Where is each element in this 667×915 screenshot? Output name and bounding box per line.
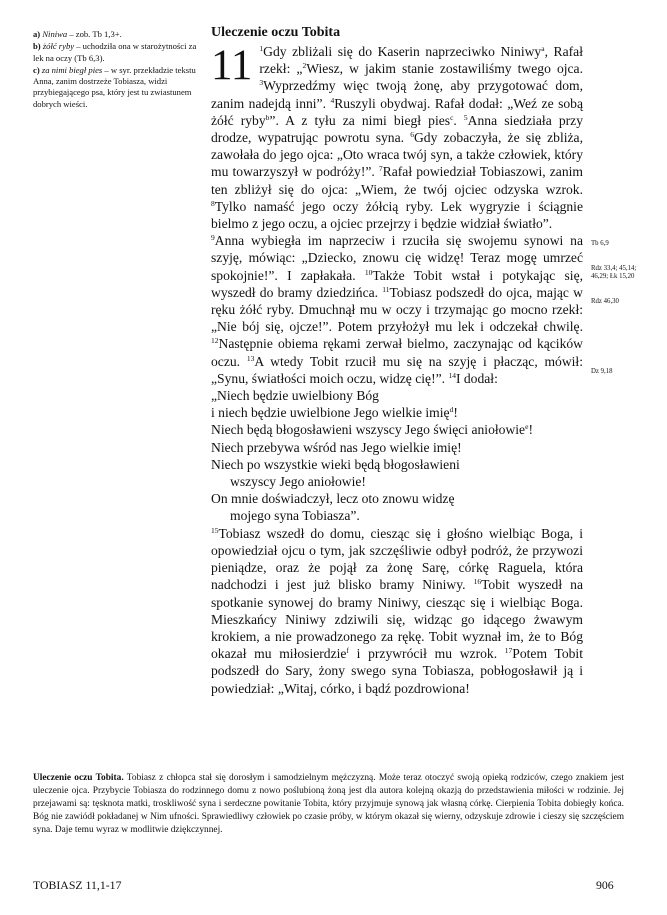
poem-line: On mnie doświadczył, lecz oto znowu widzę xyxy=(211,491,455,507)
verse-number: 3 xyxy=(259,78,264,88)
commentary-text: Tobiasz z chłopca stał się dorosłym i samodzielnym mężczyzną. Może teraz otoczyć swoją opieką rodziców, czego znakiem jest uleczenie ojca. Przybycie Tobiasza do rodzinnego domu z nowo poślubioną żoną jest dla autora kolejną okazją do przedstawienia miłości w rodzinie. Jej przejawami są: tęsknota matki, troskliwość syna i serdeczne powitanie Tobita, który przyjmuje synową jak własną córkę. Cierpienia Tobita dobiegły końca. Bóg nie zawiódł pokładanej w Nim ufności. Sprawiedliwy człowiek po czasie próby, w którym okazał się wierny, odzyskuje zdrowie i cieszy się szczęściem syna. Daje temu wyraz w modlitwie dziękczynnej. xyxy=(33,773,624,836)
verse-number: 12 xyxy=(211,336,219,346)
verse-number: 8 xyxy=(211,198,215,208)
verse-text: Potem Tobit podszedł do Sary, żony swego syna Tobiasza, pobłogosławił ją i powiedział: „Witaj, córko, i bądź pozdrowiona! xyxy=(211,646,583,696)
verse-text: I dodał: xyxy=(455,370,498,386)
verse-text: Tobiasz wszedł do domu, ciesząc się i głośno wielbiąc Boga, i opowiedział ojcu o tym, jak szczęśliwie odbył podróż, że przywozi pieniądze, oraz że pojął za żonę Sarę, córkę Raguela, która nadchodzi i jest już blisko bramy Niniwy. xyxy=(211,525,583,593)
cross-reference: Tb 6,9 xyxy=(591,240,609,247)
page-number: 906 xyxy=(596,878,614,892)
chapter-number: 11 xyxy=(211,42,253,89)
section-title: Uleczenie oczu Tobita xyxy=(211,25,341,40)
prayer-poem xyxy=(211,387,583,525)
poem-line: Niech będą błogosławieni wszyscy Jego święci aniołowie$^e$! xyxy=(211,422,533,438)
verse-number: 7 xyxy=(378,164,383,174)
cross-reference: Dz 9,18 xyxy=(591,368,613,375)
verse-number: 13 xyxy=(246,353,255,363)
footnote-marker: a xyxy=(541,44,545,53)
verse-text: Rafał powiedział Tobiaszowi, zanim ten zbliżył się do ojca: „Wiem, że twój ojciec odzyska wzrok. xyxy=(211,164,583,197)
verse-text: , Rafał rzekł: „ xyxy=(259,44,583,77)
footnote-a: a) Niniwa – zob. Tb 1,3+. xyxy=(33,29,122,39)
poem-line: „Niech będzie uwielbiony Bóg xyxy=(211,388,379,404)
footnotes xyxy=(33,29,203,111)
verse-number: 4 xyxy=(330,95,335,105)
verse-number: 5 xyxy=(463,112,468,122)
verse-text: . xyxy=(453,112,464,128)
paragraph-2 xyxy=(211,232,583,387)
commentary xyxy=(33,772,624,837)
paragraph-3 xyxy=(211,525,583,697)
verse-number: 11 xyxy=(382,284,390,294)
poem-line: mojego syna Tobiasza”. xyxy=(230,508,360,524)
poem-line: wszyscy Jego aniołowie! xyxy=(230,474,366,490)
verse-text: i przywrócił mu wzrok. xyxy=(348,646,505,662)
verse-text: Tylko namaść jego oczy żółcią ryby. Lek wygryzie i ściągnie bielmo z jego oczu, a ojciec przejrzy i będzie widział światło”. xyxy=(211,198,583,232)
verse-text: Tobit wyszedł na spotkanie synowej do bramy Niniwy, ciesząc się i wielbiąc Boga. Mieszkańcy Niniwy zdziwili się, widząc go idącego żwawym krokiem, a nie prowadzonego za rękę. Tobit wyznał im, że to Bóg okazał mu miłosierdzie xyxy=(211,577,583,662)
main-text xyxy=(211,24,583,697)
poem-line: i niech będzie uwielbione Jego wielkie imię$^d$! xyxy=(211,405,458,421)
footnote-c: c) za nimi biegł pies – w syr. przekładzie tekstu Anna, zanim dostrzeże Tobiasza, widzi przybiegającego psa, który jest tu zwiastunem dobrych wieści. xyxy=(33,64,196,109)
verse-number: 2 xyxy=(302,61,307,71)
footnote-marker: c xyxy=(450,112,454,122)
verse-number: 14 xyxy=(448,370,456,380)
verse-text: Anna siedziała przy drodze, wypatrując powrotu syna. xyxy=(211,112,583,146)
footnote-b: b) żółć ryby – uchodziła ona w starożytności za lek na oczy (Tb 6,3). xyxy=(33,41,197,63)
cross-reference: Rdz 33,4; 45,14; 46,29; Łk 15,20 xyxy=(591,265,637,280)
verse-text: Ruszyli obydwaj. Rafał dodał: „Weź ze sobą żółć ryby xyxy=(211,95,583,128)
verse-text: Wyprzedźmy więc twoją żonę, aby przygotować dom, zanim nadejdą inni”. xyxy=(211,78,583,111)
cross-reference: Rdz 46,30 xyxy=(591,298,619,305)
verse-number: 15 xyxy=(211,525,219,535)
poem-line: Niech przebywa wśród nas Jego wielkie imię! xyxy=(211,439,462,455)
running-footer: TOBIASZ 11,1-17 xyxy=(33,878,122,892)
verse-text: Gdy zbliżali się do Kaserin naprzeciwko Niniwy xyxy=(263,44,542,59)
verse-number: 1 xyxy=(259,44,264,53)
verse-number: 16 xyxy=(473,577,482,587)
verse-number: 17 xyxy=(504,646,513,656)
paragraph-1 xyxy=(211,43,583,232)
commentary-title: Uleczenie oczu Tobita. xyxy=(33,773,124,783)
footnote-marker: f xyxy=(346,646,349,656)
verse-text: Także Tobit wstał i potykając się, wyszedł do bramy dziedzińca. xyxy=(211,267,583,300)
verse-text: Wiesz, w jakim stanie zostawiliśmy twego ojca. xyxy=(306,61,583,77)
poem-line: Niech po wszystkie wieki będą błogosławieni xyxy=(211,456,460,472)
verse-number: 10 xyxy=(364,267,373,277)
verse-text: Tobiasz podszedł do ojca, mając w ręku żółć ryby. Dmuchnął mu w oczy i trzymając go mocno rzekł: „Nie bój się, ojcze!”. Potem przyłożył mu lek i odczekał chwilę. xyxy=(211,284,583,335)
verse-number: 9 xyxy=(211,233,215,243)
verse-text: Gdy zobaczyła, że się zbliża, zawołała do jego ojca: „Oto wraca twój syn, a także człowiek, który mu towarzyszył w podróży!”. xyxy=(211,130,583,180)
footnote-marker: b xyxy=(265,112,270,122)
verse-number: 6 xyxy=(410,130,414,140)
verse-text: ”. A z tyłu za nimi biegł pies xyxy=(269,112,451,128)
verse-text: A wtedy Tobit rzucił mu się na szyję i płacząc, mówił: „Synu, światłości moich oczu, widzę cię!”. xyxy=(211,353,583,386)
verse-text: Anna wybiegła im naprzeciw i rzuciła się swojemu synowi na szyję, mówiąc: „Dziecko, znowu cię widzę! Teraz mogę umrzeć spokojnie!”. I zapłakała. xyxy=(211,233,583,283)
verse-text: Następnie obiema rękami zerwał bielmo, zaczynając od kącików oczu. xyxy=(211,336,583,369)
